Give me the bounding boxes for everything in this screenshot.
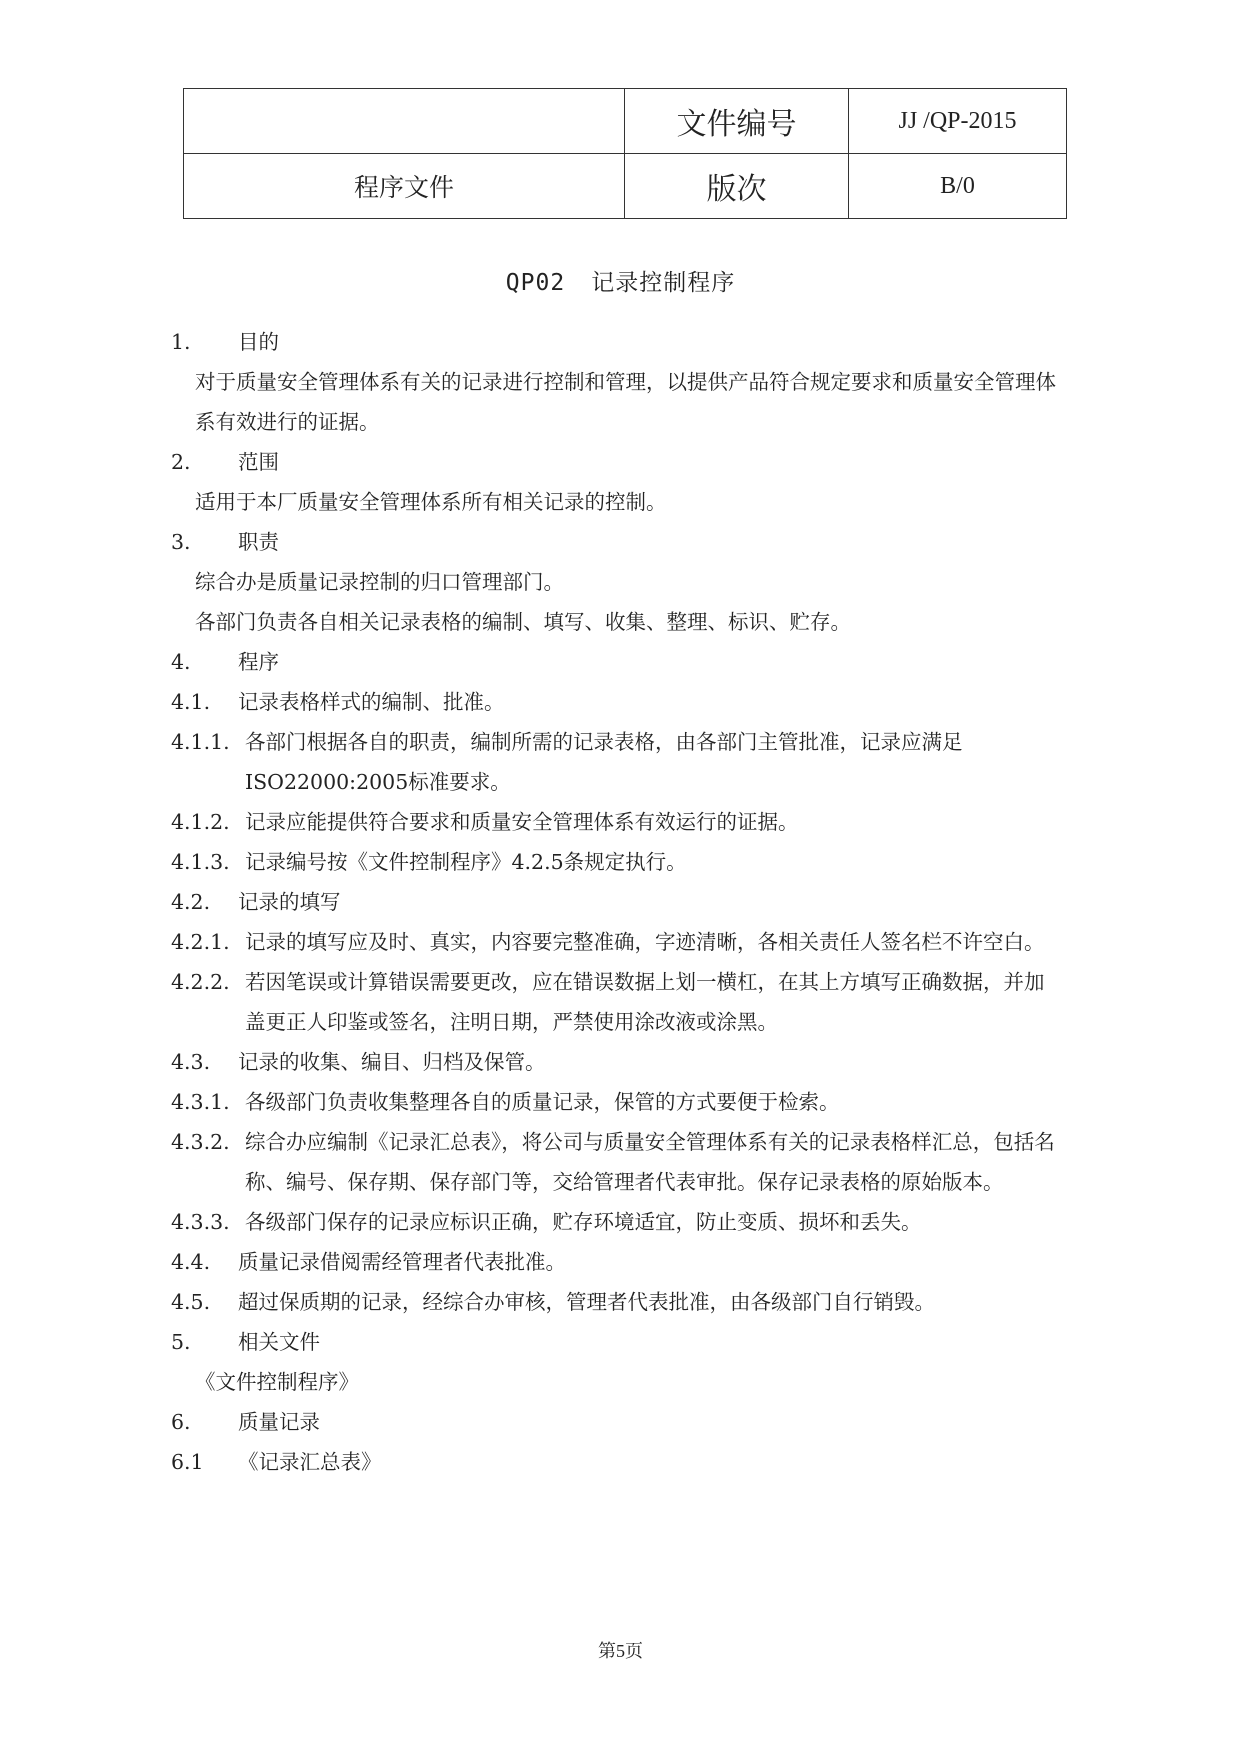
clause-text: 记录编号按《文件控制程序》4.2.5条规定执行。	[245, 850, 687, 874]
section-heading	[0, 322, 1241, 362]
clause-line	[0, 882, 1241, 922]
clause-text: 各部门负责各自相关记录表格的编制、填写、收集、整理、标识、贮存。	[195, 610, 851, 634]
clause-text: 职责	[238, 530, 279, 554]
clause-number: 2.	[171, 450, 191, 474]
version-value: B/0	[849, 154, 1067, 219]
clause-text: 适用于本厂质量安全管理体系所有相关记录的控制。	[195, 490, 667, 514]
file-number-label: 文件编号	[625, 89, 849, 154]
clause-text: 系有效进行的证据。	[195, 410, 380, 434]
clause-number: 4.3.2.	[171, 1130, 230, 1154]
file-number-value: JJ /QP-2015	[849, 89, 1067, 154]
clause-text: 相关文件	[238, 1330, 320, 1354]
clause-number: 4.1.	[171, 690, 211, 714]
document-title	[0, 264, 1241, 297]
section-heading	[0, 1402, 1241, 1442]
clause-text: 程序	[238, 650, 279, 674]
paragraph-line	[0, 602, 1241, 642]
clause-number: 4.2.	[171, 890, 211, 914]
clause-line	[0, 1242, 1241, 1282]
paragraph-line	[0, 482, 1241, 522]
document-type: 程序文件	[184, 154, 625, 219]
clause-text: 范围	[238, 450, 279, 474]
procedure-title: 记录控制程序	[591, 270, 736, 296]
clause-line	[0, 722, 1241, 762]
procedure-code: QP02	[505, 270, 566, 296]
clause-text: 称、编号、保存期、保存部门等，交给管理者代表审批。保存记录表格的原始版本。	[245, 1170, 1004, 1194]
paragraph-line	[0, 762, 1241, 802]
version-label: 版次	[625, 154, 849, 219]
paragraph-line	[0, 1002, 1241, 1042]
clause-number: 6.	[171, 1410, 191, 1434]
clause-text: 若因笔误或计算错误需要更改，应在错误数据上划一横杠，在其上方填写正确数据，并加	[245, 970, 1045, 994]
clause-line	[0, 1122, 1241, 1162]
clause-text: 记录的填写	[238, 890, 341, 914]
clause-text: 各级部门保存的记录应标识正确，贮存环境适宜，防止变质、损坏和丢失。	[245, 1210, 922, 1234]
clause-text: 记录的收集、编目、归档及保管。	[238, 1050, 546, 1074]
clause-line	[0, 962, 1241, 1002]
clause-number: 4.	[171, 650, 191, 674]
clause-number: 3.	[171, 530, 191, 554]
clause-text: 各部门根据各自的职责，编制所需的记录表格，由各部门主管批准，记录应满足	[245, 730, 963, 754]
clause-text: 盖更正人印鉴或签名，注明日期，严禁使用涂改液或涂黑。	[245, 1010, 778, 1034]
clause-number: 4.3.1.	[171, 1090, 230, 1114]
clause-line	[0, 1442, 1241, 1482]
paragraph-line	[0, 402, 1241, 442]
clause-number: 4.1.2.	[171, 810, 230, 834]
section-heading	[0, 1322, 1241, 1362]
clause-number: 4.5.	[171, 1290, 211, 1314]
clause-line	[0, 1082, 1241, 1122]
section-heading	[0, 642, 1241, 682]
clause-text: 记录的填写应及时、真实，内容要完整准确，字迹清晰，各相关责任人签名栏不许空白。	[245, 930, 1045, 954]
clause-line	[0, 1282, 1241, 1322]
clause-text: 《记录汇总表》	[238, 1450, 382, 1474]
paragraph-line	[0, 562, 1241, 602]
clause-text: 综合办是质量记录控制的归口管理部门。	[195, 570, 564, 594]
section-heading	[0, 522, 1241, 562]
clause-text: 各级部门负责收集整理各自的质量记录，保管的方式要便于检索。	[245, 1090, 840, 1114]
page-number: 第5页	[598, 1641, 643, 1661]
paragraph-line	[0, 1362, 1241, 1402]
clause-line	[0, 842, 1241, 882]
clause-number: 4.1.3.	[171, 850, 230, 874]
clause-line	[0, 802, 1241, 842]
clause-line	[0, 1202, 1241, 1242]
clause-text: 目的	[238, 330, 279, 354]
clause-number: 5.	[171, 1330, 191, 1354]
clause-line	[0, 1042, 1241, 1082]
clause-number: 4.3.3.	[171, 1210, 230, 1234]
clause-line	[0, 922, 1241, 962]
clause-text: 对于质量安全管理体系有关的记录进行控制和管理，以提供产品符合规定要求和质量安全管理体	[195, 370, 1056, 394]
clause-number: 6.1	[171, 1450, 204, 1474]
document-header-table	[183, 88, 1067, 219]
clause-text: 质量记录	[238, 1410, 320, 1434]
clause-number: 4.2.1.	[171, 930, 230, 954]
paragraph-line	[0, 1162, 1241, 1202]
clause-text: 记录应能提供符合要求和质量安全管理体系有效运行的证据。	[245, 810, 799, 834]
clause-text: 记录表格样式的编制、批准。	[238, 690, 505, 714]
clause-text: 质量记录借阅需经管理者代表批准。	[238, 1250, 566, 1274]
clause-text: ISO22000:2005标准要求。	[245, 770, 511, 794]
clause-number: 4.1.1.	[171, 730, 230, 754]
clause-number: 4.3.	[171, 1050, 211, 1074]
clause-text: 综合办应编制《记录汇总表》，将公司与质量安全管理体系有关的记录表格样汇总，包括名	[245, 1130, 1055, 1154]
clause-line	[0, 682, 1241, 722]
clause-number: 4.4.	[171, 1250, 211, 1274]
header-blank-cell	[184, 89, 625, 154]
clause-text: 超过保质期的记录，经综合办审核，管理者代表批准，由各级部门自行销毁。	[238, 1290, 935, 1314]
document-body	[0, 322, 1241, 1482]
section-heading	[0, 442, 1241, 482]
clause-number: 4.2.2.	[171, 970, 230, 994]
clause-number: 1.	[171, 330, 191, 354]
paragraph-line	[0, 362, 1241, 402]
clause-text: 《文件控制程序》	[195, 1370, 359, 1394]
